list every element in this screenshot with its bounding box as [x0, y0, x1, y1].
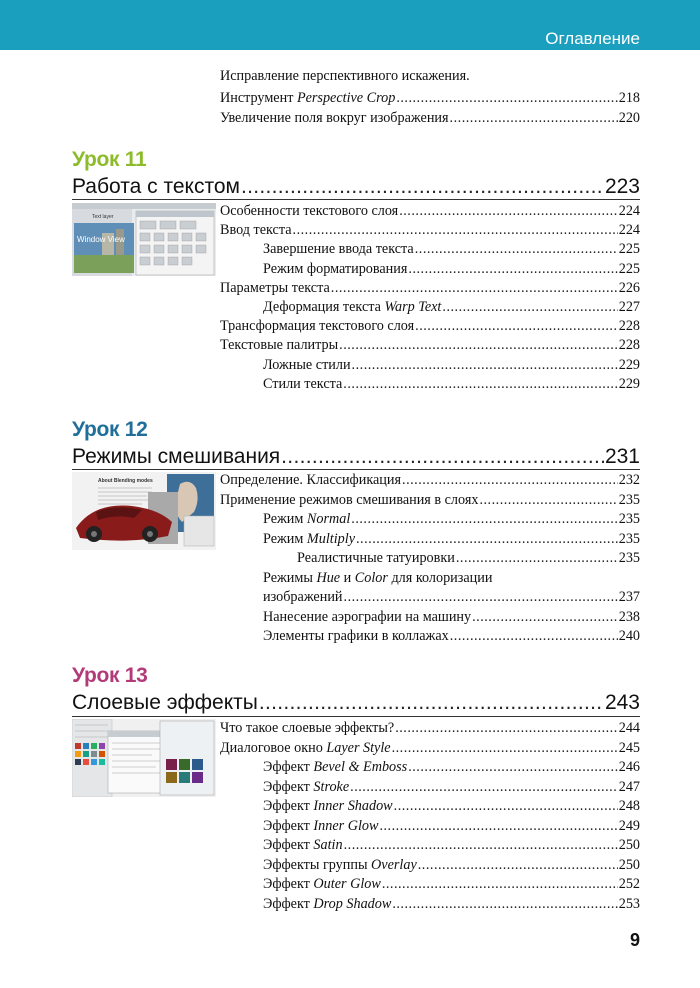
toc-entry-page: 225 [618, 260, 640, 277]
toc-entry[interactable] [263, 856, 640, 875]
leader-dots [343, 375, 617, 394]
toc-entry[interactable] [263, 298, 640, 317]
thumb-caption-top: Text layer [92, 214, 114, 220]
toc-entry[interactable] [263, 260, 640, 279]
toc-entry[interactable] [263, 608, 640, 627]
toc-entry-page: 226 [618, 279, 640, 296]
leader-dots [392, 895, 617, 914]
toc-entry-text: Режим Normal [263, 511, 351, 527]
lesson-13-label: Урок 13 [72, 664, 148, 687]
toc-entry-page: 229 [618, 356, 640, 373]
toc-entry-text: Эффект Satin [263, 837, 343, 853]
toc-entry-text: Стили текста [263, 375, 343, 392]
leader-dots [399, 202, 618, 221]
toc-entry[interactable] [263, 797, 640, 816]
leader-dots [394, 797, 618, 816]
toc-entry[interactable] [263, 836, 640, 855]
toc-entry-page: 228 [618, 318, 640, 335]
toc-entry-page: 249 [618, 817, 640, 834]
chapter-rule [72, 199, 640, 200]
toc-entry-text: изображений [263, 589, 343, 605]
toc-entry-text: Реалистичные татуировки [297, 550, 455, 566]
toc-entry[interactable] [220, 221, 640, 240]
chapter-page: 231 [604, 445, 640, 468]
toc-entry-page: 224 [618, 222, 640, 239]
toc-entry-page: 238 [618, 608, 640, 625]
toc-entry-page: 248 [618, 798, 640, 814]
lesson-12-label: Урок 12 [72, 418, 148, 441]
toc-entry-page: 235 [618, 511, 640, 527]
leader-dots [379, 817, 617, 836]
leader-dots [415, 317, 618, 336]
leader-dots [352, 356, 618, 375]
toc-entry-page: 252 [618, 876, 640, 892]
toc-entry-text: Элементы графики в коллажах [263, 628, 449, 644]
toc-entry-page: 237 [618, 589, 640, 605]
section-title: Оглавление [545, 29, 640, 48]
toc-entry-text: Нанесение аэрографии на машину [263, 608, 472, 625]
toc-entry[interactable] [220, 471, 640, 490]
toc-entry-page: 227 [618, 299, 640, 315]
leader-dots [418, 856, 618, 875]
toc-entry-text: Определение. Классификация [220, 472, 402, 488]
toc-entry-page: 229 [618, 375, 640, 392]
toc-entry[interactable] [220, 279, 640, 298]
leader-dots [479, 491, 617, 510]
toc-entry-page: 250 [618, 856, 640, 873]
toc-entry-text: Режимы Hue и Color для колоризации [263, 569, 493, 586]
toc-entry[interactable] [263, 510, 640, 529]
toc-entry[interactable] [263, 356, 640, 375]
toc-entry-page: 250 [618, 837, 640, 853]
leader-dots [293, 221, 618, 240]
thumb-heading: About Blending modes [98, 478, 153, 484]
lesson-13-chapter-title[interactable] [72, 690, 640, 716]
toc-entry[interactable] [263, 569, 492, 588]
toc-entry-intro-3[interactable] [220, 109, 640, 128]
toc-entry-text: Ввод текста [220, 222, 292, 239]
toc-entry-text: Завершение ввода текста [263, 241, 414, 258]
toc-entry-text: Ложные стили [263, 356, 351, 373]
leader-dots [408, 260, 617, 279]
toc-entry-text: Инструмент Perspective Crop [220, 90, 396, 106]
toc-entry-intro-1[interactable] [220, 67, 470, 86]
chapter-rule [72, 716, 640, 717]
leader-dots [339, 336, 618, 355]
leader-dots [396, 89, 617, 108]
toc-entry-page: 235 [618, 530, 640, 547]
chapter-rule [72, 469, 640, 470]
lesson-13-thumbnail [72, 719, 216, 797]
leader-dots [344, 588, 618, 607]
toc-entry-page: 225 [618, 241, 640, 258]
toc-entry-text: Увеличение поля вокруг изображения [220, 110, 449, 126]
leader-dots [442, 298, 617, 317]
leader-dots [450, 627, 618, 646]
leader-dots [350, 778, 618, 797]
toc-entry-text: Текстовые палитры [220, 337, 339, 354]
page-number: 9 [629, 930, 640, 950]
blending-modes-screenshot [72, 472, 216, 550]
toc-entry[interactable] [220, 202, 640, 221]
leader-dots [402, 471, 618, 490]
toc-entry[interactable] [263, 875, 640, 894]
toc-entry-page: 235 [618, 491, 640, 508]
toc-entry[interactable] [263, 778, 640, 797]
toc-entry[interactable] [263, 895, 640, 914]
toc-entry-page: 253 [618, 895, 640, 912]
toc-entry[interactable] [263, 627, 640, 646]
toc-entry[interactable] [220, 719, 640, 738]
chapter-page: 223 [604, 175, 640, 198]
toc-entry[interactable] [220, 491, 640, 510]
chapter-title-text: Режимы смешивания [72, 445, 281, 468]
lesson-11-chapter-title[interactable] [72, 174, 640, 200]
toc-entry[interactable] [220, 336, 640, 355]
toc-entry-page: 246 [618, 759, 640, 775]
leader-dots [259, 690, 604, 716]
toc-entry-text: Диалоговое окно Layer Style [220, 739, 391, 756]
leader-dots [331, 279, 618, 298]
leader-dots [351, 510, 617, 529]
toc-entry-page: 244 [618, 720, 640, 736]
toc-entry-text: Эффект Bevel & Emboss [263, 759, 408, 775]
toc-entry[interactable] [263, 240, 640, 259]
leader-dots [241, 174, 604, 200]
lesson-11-thumbnail [72, 203, 216, 276]
leader-dots [408, 758, 618, 777]
leader-dots [344, 836, 618, 855]
toc-entry[interactable] [263, 588, 640, 607]
toc-entry-text: Эффекты группы Overlay [263, 856, 417, 873]
header-bar [0, 0, 700, 50]
toc-entry-text: Деформация текста Warp Text [263, 299, 442, 315]
leader-dots [456, 549, 618, 568]
lesson-12-thumbnail [72, 472, 216, 550]
toc-entry[interactable] [263, 375, 640, 394]
toc-entry-text: Что такое слоевые эффекты? [220, 720, 395, 736]
toc-entry-text: Режим форматирования [263, 260, 408, 277]
toc-entry-text: Применение режимов смешивания в слоях [220, 491, 479, 508]
toc-entry[interactable] [297, 549, 640, 568]
toc-entry-text: Эффект Outer Glow [263, 876, 381, 892]
toc-entry-text: Эффект Drop Shadow [263, 895, 392, 912]
toc-entry-text: Параметры текста [220, 279, 330, 296]
toc-entry-text: Эффект Inner Shadow [263, 798, 393, 814]
toc-entry-text: Исправление перспективного искажения. [220, 68, 470, 84]
leader-dots [472, 608, 618, 627]
toc-entry-intro-2[interactable] [220, 89, 640, 108]
toc-entry-text: Особенности текстового слоя [220, 203, 399, 219]
chapter-page: 243 [604, 691, 640, 714]
thumb-caption-left: Window View [77, 235, 125, 244]
leader-dots [356, 530, 618, 549]
leader-dots [415, 240, 618, 259]
toc-entry-text: Трансформация текстового слоя [220, 318, 415, 335]
toc-entry-text: Режим Multiply [263, 530, 355, 547]
chapter-title-text: Слоевые эффекты [72, 691, 258, 714]
toc-entry[interactable] [220, 739, 640, 758]
toc-entry[interactable] [263, 530, 640, 549]
lesson-12-chapter-title[interactable] [72, 444, 640, 470]
toc-entry-page: 218 [618, 90, 640, 106]
toc-entry[interactable] [263, 758, 640, 777]
toc-entry[interactable] [263, 817, 640, 836]
lesson-11-label: Урок 11 [72, 148, 147, 171]
toc-entry-text: Эффект Stroke [263, 778, 350, 795]
toc-entry-page: 235 [618, 550, 640, 566]
toc-entry-page: 240 [618, 628, 640, 644]
toc-entry-page: 247 [618, 778, 640, 795]
toc-entry[interactable] [220, 317, 640, 336]
leader-dots [450, 109, 618, 128]
toc-entry-page: 245 [618, 739, 640, 756]
toc-entry-page: 232 [618, 472, 640, 488]
chapter-title-text: Работа с текстом [72, 175, 240, 198]
layer-style-screenshot [72, 719, 216, 797]
toc-entry-text: Эффект Inner Glow [263, 817, 379, 834]
toc-entry-page: 224 [618, 203, 640, 219]
leader-dots [382, 875, 618, 894]
leader-dots [281, 444, 604, 470]
leader-dots [395, 719, 618, 738]
toc-entry-page: 228 [618, 337, 640, 354]
text-tool-screenshot [72, 203, 216, 276]
leader-dots [392, 739, 618, 758]
toc-entry-page: 220 [618, 110, 640, 126]
